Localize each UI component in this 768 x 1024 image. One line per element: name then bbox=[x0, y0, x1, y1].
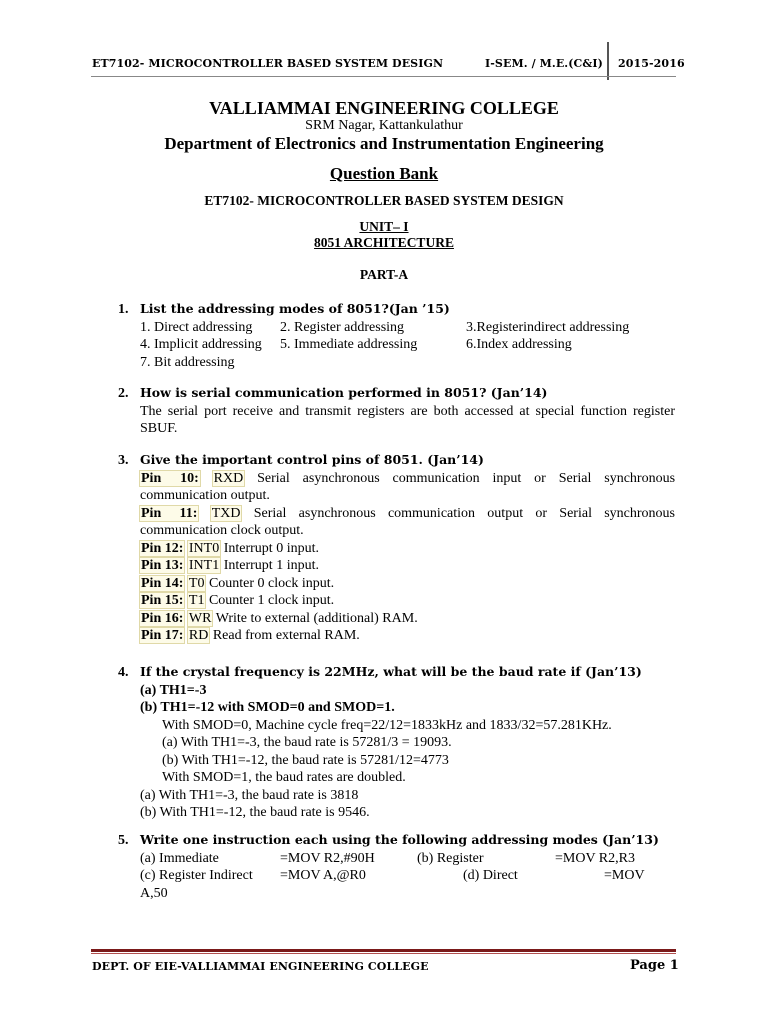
mode-item: 5. Immediate addressing bbox=[280, 337, 418, 352]
college-name: VALLIAMMAI ENGINEERING COLLEGE bbox=[209, 98, 559, 118]
pin-name: INT0 bbox=[188, 540, 220, 556]
header-year: 2015-2016 bbox=[618, 57, 685, 70]
pin-desc: Counter 1 clock input. bbox=[208, 593, 335, 608]
doc-title-text: Question Bank bbox=[329, 164, 439, 183]
question-number: 2. bbox=[118, 386, 129, 401]
pin-desc: Serial asynchronous communication input or Serial synchronous communication output. bbox=[140, 470, 676, 503]
question-text: If the crystal frequency is 22MHz, what will be the baud rate if (Jan’13) bbox=[140, 664, 642, 679]
pin-name: TXD bbox=[211, 505, 241, 521]
instruction: =MOV A,@R0 bbox=[280, 868, 366, 883]
pin-desc: Write to external (additional) RAM. bbox=[215, 610, 418, 626]
pin-desc: Interrupt 0 input. bbox=[223, 540, 319, 556]
pin-entry bbox=[140, 610, 675, 628]
pin-desc: Read from external RAM. bbox=[212, 628, 360, 643]
pin-entry bbox=[140, 575, 675, 593]
mode-label: (d) Direct bbox=[463, 868, 518, 883]
pin-label: Pin 12: bbox=[141, 540, 184, 556]
pin-entry bbox=[140, 505, 675, 540]
instruction: =MOV R2,R3 bbox=[555, 850, 635, 866]
header-rule bbox=[91, 76, 676, 77]
footer-dept: DEPT. OF EIE-VALLIAMMAI ENGINEERING COLLEGE bbox=[92, 960, 429, 973]
pin-name: INT1 bbox=[188, 558, 220, 573]
mode-item: 1. Direct addressing bbox=[140, 319, 253, 335]
question-text: Give the important control pins of 8051. (Jan’14) bbox=[140, 452, 484, 467]
unit-title-text: 8051 ARCHITECTURE bbox=[314, 235, 454, 250]
question-5 bbox=[118, 831, 678, 902]
pin-label: Pin 11: bbox=[141, 505, 198, 521]
mode-item: 4. Implicit addressing bbox=[140, 337, 262, 352]
pin-label: Pin 13: bbox=[141, 558, 184, 573]
pin-label: Pin 15: bbox=[141, 593, 184, 608]
answer-line: (b) With TH1=-12, the baud rate is 9546. bbox=[140, 805, 370, 820]
mode-item: 2. Register addressing bbox=[280, 319, 405, 335]
question-number: 5. bbox=[118, 833, 129, 848]
answer-line: (a) With TH1=-3, the baud rate is 57281/3 = 19093. bbox=[162, 735, 452, 750]
question-number: 4. bbox=[118, 665, 129, 680]
header-course: ET7102- MICROCONTROLLER BASED SYSTEM DESIGN bbox=[92, 57, 444, 70]
answer-line: (a) With TH1=-3, the baud rate is 3818 bbox=[140, 787, 359, 803]
pin-name: T0 bbox=[188, 575, 205, 591]
question-text: How is serial communication performed in 8051? (Jan’14) bbox=[140, 385, 548, 400]
question-number: 3. bbox=[118, 453, 129, 468]
header-semester: I-SEM. / M.E.(C&I) bbox=[485, 57, 603, 70]
answer-text: The serial port receive and transmit registers are both accessed at special function register SBUF. bbox=[140, 403, 675, 436]
question-text: Write one instruction each using the following addressing modes (Jan’13) bbox=[140, 832, 659, 847]
pin-entry bbox=[140, 557, 675, 575]
mode-item: 6.Index addressing bbox=[466, 337, 572, 352]
header-divider bbox=[607, 42, 609, 80]
pin-name: T1 bbox=[188, 593, 205, 608]
answer-line: With SMOD=1, the baud rates are doubled. bbox=[162, 770, 406, 785]
pin-name: RD bbox=[188, 628, 209, 643]
pin-label: Pin 16: bbox=[141, 610, 184, 626]
answer-line: With SMOD=0, Machine cycle freq=22/12=1833kHz and 1833/32=57.281KHz. bbox=[162, 717, 612, 733]
answer-line: (b) With TH1=-12, the baud rate is 57281/12=4773 bbox=[162, 752, 449, 768]
mode-item: 7. Bit addressing bbox=[140, 354, 235, 370]
pin-entry bbox=[140, 470, 675, 505]
mode-label: (b) Register bbox=[417, 850, 484, 866]
unit-label bbox=[0, 219, 768, 235]
question-4 bbox=[118, 663, 678, 822]
unit-title bbox=[0, 235, 768, 251]
part-label: PART-A bbox=[359, 267, 409, 282]
instruction-continued: A,50 bbox=[140, 885, 168, 901]
pin-entry bbox=[140, 540, 675, 558]
instruction: =MOV bbox=[604, 868, 645, 883]
question-number: 1. bbox=[118, 302, 129, 317]
instruction: =MOV R2,#90H bbox=[280, 850, 375, 866]
pin-name: WR bbox=[188, 610, 212, 626]
question-text: List the addressing modes of 8051?(Jan ’15) bbox=[140, 301, 450, 316]
pin-desc: Interrupt 1 input. bbox=[223, 558, 319, 573]
college-address: SRM Nagar, Kattankulathur bbox=[305, 118, 463, 133]
pin-desc: Serial asynchronous communication output or Serial synchronous communication clock output. bbox=[140, 505, 676, 538]
pin-entry bbox=[140, 592, 675, 610]
pin-desc: Counter 0 clock input. bbox=[208, 575, 335, 591]
doc-title bbox=[0, 164, 768, 184]
pin-label: Pin 14: bbox=[141, 575, 184, 591]
course-title: ET7102- MICROCONTROLLER BASED SYSTEM DESIGN bbox=[204, 193, 564, 208]
mode-label: (a) Immediate bbox=[140, 850, 219, 866]
department-name: Department of Electronics and Instrumentation Engineering bbox=[164, 134, 604, 153]
question-2 bbox=[118, 384, 675, 438]
footer-rule-light bbox=[91, 953, 676, 954]
question-3 bbox=[118, 451, 675, 645]
mode-item: 3.Registerindirect addressing bbox=[466, 319, 630, 335]
footer-rule-dark bbox=[91, 949, 676, 952]
question-1 bbox=[118, 300, 678, 371]
pin-label: Pin 17: bbox=[141, 628, 184, 643]
pin-label: Pin 10: bbox=[141, 470, 199, 486]
pin-name: RXD bbox=[213, 470, 244, 486]
pin-entry bbox=[140, 627, 675, 645]
footer-page: Page 1 bbox=[630, 958, 679, 973]
mode-label: (c) Register Indirect bbox=[140, 868, 253, 883]
question-part-b: (b) TH1=-12 with SMOD=0 and SMOD=1. bbox=[140, 700, 395, 715]
question-part-a: (a) TH1=-3 bbox=[140, 682, 207, 698]
unit-label-text: UNIT– I bbox=[359, 219, 409, 234]
